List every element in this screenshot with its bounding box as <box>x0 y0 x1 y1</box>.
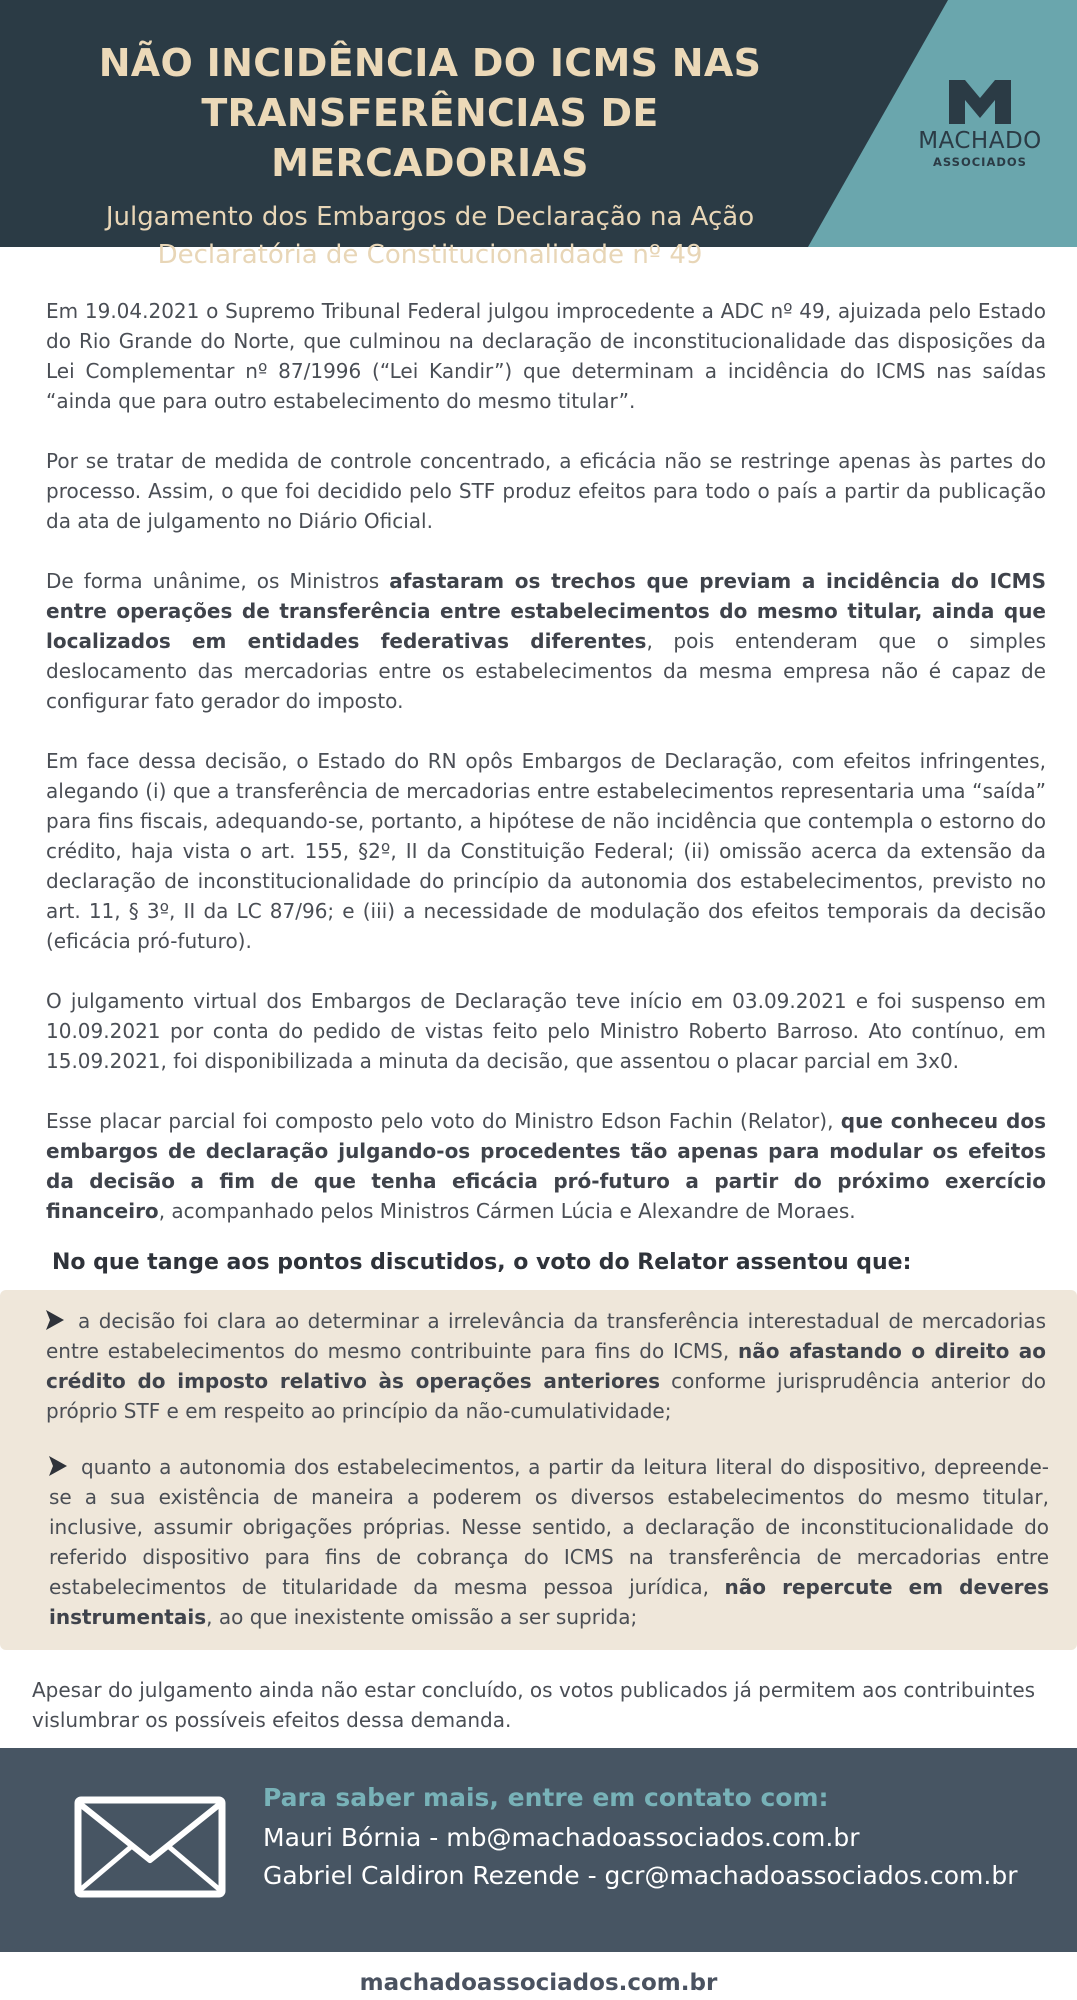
bullet-2-start: quanto a autonomia dos estabelecimentos, a partir da leitura literal do dispositivo, depreende-se a sua existência de maneira a poderem os diversos estabelecimentos do mesmo titular, inclusive, assumir obrigações próprias. Nesse sentido, a declaração de inconstitucionalidade do referido dispositivo para fins de cobrança do ICMS na transferência de mercadorias entre estabelecimentos de titularidade da mesma pessoa jurídica, <box>49 1455 1049 1599</box>
chevron-right-icon <box>46 1310 64 1330</box>
bullet-1-emphasis: não afastando o direito ao crédito do imposto relativo às operações anteriores <box>46 1339 1046 1393</box>
subtitle-line-2: Declaratória de Constitucionalidade nº 49 <box>157 240 703 270</box>
envelope-icon <box>74 1796 226 1898</box>
title-line-2: TRANSFERÊNCIAS DE MERCADORIAS <box>201 91 659 185</box>
paragraph-6 <box>46 1106 1046 1226</box>
contact-line-gabriel[interactable]: Gabriel Caldiron Rezende - gcr@machadoassociados.com.br <box>263 1861 1018 1890</box>
paragraph-6-emphasis: que conheceu dos embargos de declaração julgando-os procedentes tão apenas para modular os efeitos da decisão a fim de que tenha eficácia pró-futuro a partir do próximo exercício financeiro <box>46 1109 1046 1223</box>
page-title <box>40 38 820 188</box>
paragraph-3 <box>46 566 1046 716</box>
bullet-2-end: , ao que inexistente omissão a ser suprida; <box>206 1605 638 1629</box>
subtitle-line-1: Julgamento dos Embargos de Declaração na Ação <box>105 202 755 232</box>
paragraph-3-end: , pois entenderam que o simples deslocamento das mercadorias entre os estabelecimentos da mesma empresa não é capaz de configurar fato gerador do imposto. <box>46 629 1046 713</box>
contact-heading: Para saber mais, entre em contato com: <box>263 1783 829 1812</box>
paragraph-3-emphasis: afastaram os trechos que previam a incidência do ICMS entre operações de transferência entre estabelecimentos do mesmo titular, ainda que localizados em entidades federativas diferentes <box>46 569 1046 653</box>
bullet-2-emphasis: não repercute em deveres instrumentais <box>49 1575 1049 1629</box>
paragraph-5: O julgamento virtual dos Embargos de Declaração teve início em 03.09.2021 e foi suspenso em 10.09.2021 por conta do pedido de vistas feito pelo Ministro Roberto Barroso. Ato contínuo, em 15.09.2021, foi disponibilizada a minuta da decisão, que assentou o placar parcial em 3x0. <box>46 989 1046 1073</box>
header-titles <box>40 38 820 274</box>
website-link[interactable]: machadoassociados.com.br <box>359 1970 718 1996</box>
paragraph-6-start: Esse placar parcial foi composto pelo voto do Ministro Edson Fachin (Relator), <box>46 1109 841 1133</box>
contact-line-mauri[interactable]: Mauri Bórnia - mb@machadoassociados.com.br <box>263 1823 860 1852</box>
paragraph-3-start: De forma unânime, os Ministros <box>46 569 390 593</box>
bullet-item-2 <box>49 1452 1049 1632</box>
logo-mark-icon <box>949 80 1011 124</box>
logo-name: MACHADO <box>918 128 1042 154</box>
contact-footer <box>0 1748 1077 1952</box>
logo-sub: ASSOCIADOS <box>933 155 1027 169</box>
bullet-item-1 <box>46 1306 1046 1426</box>
title-line-1: NÃO INCIDÊNCIA DO ICMS NAS <box>98 41 762 85</box>
header-banner <box>0 0 1077 270</box>
bullet-1-end: conforme jurisprudência anterior do próprio STF e em respeito ao princípio da não-cumulatividade; <box>46 1369 1046 1423</box>
article-body <box>46 296 1046 1256</box>
paragraph-4: Em face dessa decisão, o Estado do RN opôs Embargos de Declaração, com efeitos infringentes, alegando (i) que a transferência de mercadorias entre estabelecimentos representaria uma “saída” para fins fiscais, adequando-se, portanto, a hipótese de não incidência que contempla o estorno do crédito, haja vista o art. 155, §2º, II da Constituição Federal; (ii) omissão acerca da extensão da declaração de inconstitucionalidade do princípio da autonomia dos estabelecimentos, previsto no art. 11, § 3º, II da LC 87/96; e (iii) a necessidade de modulação dos efeitos temporais da decisão (eficácia pró-futuro). <box>46 749 1046 953</box>
closing-paragraph: Apesar do julgamento ainda não estar concluído, os votos publicados já permitem aos contribuintes vislumbrar os possíveis efeitos dessa demanda. <box>32 1678 1036 1732</box>
page-subtitle <box>40 198 820 274</box>
bullet-1-start: a decisão foi clara ao determinar a irrelevância da transferência interestadual de mercadorias entre estabelecimentos do mesmo contribuinte para fins do ICMS, <box>46 1309 1046 1363</box>
paragraph-1: Em 19.04.2021 o Supremo Tribunal Federal julgou improcedente a ADC nº 49, ajuizada pelo Estado do Rio Grande do Norte, que culminou na declaração de inconstitucionalidade das disposições da Lei Complementar nº 87/1996 (“Lei Kandir”) que determinam a incidência do ICMS nas saídas “ainda que para outro estabelecimento do mesmo titular”. <box>46 299 1046 413</box>
chevron-right-icon <box>49 1456 67 1476</box>
paragraph-6-end: , acompanhado pelos Ministros Cármen Lúcia e Alexandre de Moraes. <box>158 1199 856 1223</box>
machado-logo <box>905 80 1055 170</box>
paragraph-2: Por se tratar de medida de controle concentrado, a eficácia não se restringe apenas às partes do processo. Assim, o que foi decidido pelo STF produz efeitos para todo o país a partir da publicação da ata de julgamento no Diário Oficial. <box>46 449 1046 533</box>
section-heading: No que tange aos pontos discutidos, o voto do Relator assentou que: <box>52 1250 912 1275</box>
